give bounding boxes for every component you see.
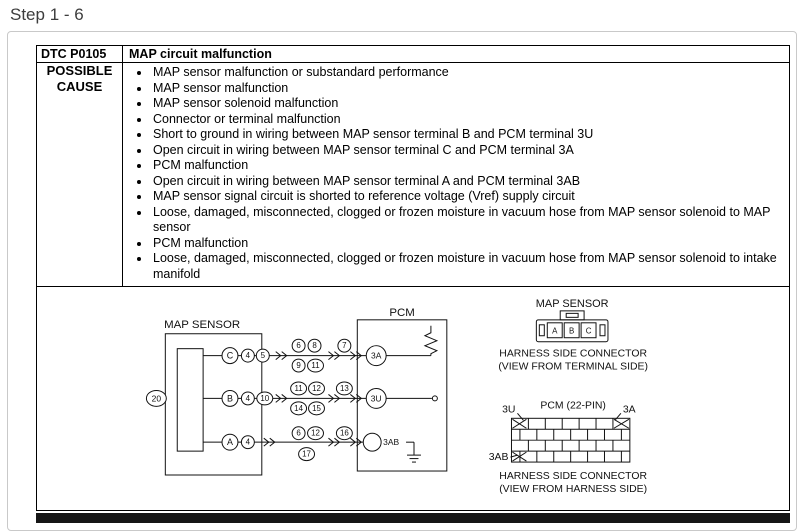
pin-x-mark-3a xyxy=(614,419,629,428)
pcm-view-pin-3a-label: 3A xyxy=(622,404,636,416)
pin-number: 5 xyxy=(260,351,266,361)
pin-number: 4 xyxy=(245,351,251,361)
cause-item: • Open circuit in wiring between MAP sensor terminal C and PCM terminal 3A xyxy=(151,143,783,159)
cause-item: • Short to ground in wiring between MAP sensor terminal B and PCM terminal 3U xyxy=(151,127,783,143)
pin-number: 12 xyxy=(311,428,320,438)
content-inner xyxy=(36,45,790,523)
pcm-connector-grid xyxy=(510,413,629,462)
sensor-connector-caption-1: HARNESS SIDE CONNECTOR xyxy=(499,348,647,360)
pin-number: 17 xyxy=(302,449,311,459)
next-section-bar xyxy=(36,513,790,523)
pcm-connector-caption-1: HARNESS SIDE CONNECTOR xyxy=(499,470,647,482)
cause-item: • Open circuit in wiring between MAP sensor terminal A and PCM terminal 3AB xyxy=(151,174,783,190)
pin-x-mark-3u xyxy=(512,419,526,428)
cause-item: • MAP sensor signal circuit is shorted to reference voltage (Vref) supply circuit xyxy=(151,189,783,205)
pin-number: 14 xyxy=(294,403,304,413)
cause-item: • Connector or terminal malfunction xyxy=(151,112,783,128)
pcm-connector-caption-2: (VIEW FROM HARNESS SIDE) xyxy=(499,483,648,495)
connector-terminal-c: C xyxy=(585,326,592,336)
sensor-callout-text: 20 xyxy=(151,393,162,404)
possible-cause-label-cell xyxy=(37,63,123,287)
sensor-terminals xyxy=(222,348,238,450)
terminal-c-label: C xyxy=(226,350,234,361)
dtc-table xyxy=(36,45,790,287)
cause-item: • Loose, damaged, misconnected, clogged or frozen moisture in vacuum hose from MAP sensor solenoid to intake manifold xyxy=(151,251,783,282)
sensor-connector-title: MAP SENSOR xyxy=(535,297,609,310)
possible-cause-label: POSSIBLE CAUSE xyxy=(46,63,113,95)
cause-item: • MAP sensor solenoid malfunction xyxy=(151,96,783,112)
ground-symbol xyxy=(407,455,421,462)
pcm-pin-3a: 3A xyxy=(371,350,382,361)
pin-number: 6 xyxy=(296,341,301,351)
pin-number: 11 xyxy=(294,383,303,393)
cause-item: • Loose, damaged, misconnected, clogged or frozen moisture in vacuum hose from MAP sensor solenoid to MAP sensor xyxy=(151,205,783,236)
sensor-callout-20 xyxy=(146,390,166,406)
pin-number: 16 xyxy=(339,428,349,438)
dtc-description-cell: MAP circuit malfunction xyxy=(123,46,790,63)
dtc-header-row xyxy=(37,46,790,63)
connector-terminal-a: A xyxy=(552,326,558,336)
cause-list-cell xyxy=(123,63,790,287)
terminal-a-label: A xyxy=(226,437,233,448)
cause-item: • MAP sensor malfunction or substandard performance xyxy=(151,65,783,81)
wiring-diagram xyxy=(36,287,790,511)
page-title: Step 1 - 6 xyxy=(10,5,84,24)
pcm-view-pin-3ab-label: 3AB xyxy=(488,452,509,464)
cause-list xyxy=(129,65,783,282)
pin-x-mark-3ab xyxy=(512,452,526,461)
pin-number: 12 xyxy=(312,383,321,393)
pin-number: 11 xyxy=(311,361,320,371)
pcm-pin-3u: 3U xyxy=(370,393,382,404)
possible-cause-row xyxy=(37,63,790,287)
cause-item: • PCM malfunction xyxy=(151,158,783,174)
pin-number: 13 xyxy=(339,383,349,393)
wire-a-pins xyxy=(241,427,352,461)
pin-number: 9 xyxy=(296,361,301,371)
pin-number: 4 xyxy=(245,437,251,447)
pin-number: 8 xyxy=(312,341,317,351)
content-panel xyxy=(7,31,797,531)
sensor-connector-terminal-letters xyxy=(552,326,592,335)
wiring-diagram-svg xyxy=(37,287,789,509)
pcm-connector-title: PCM (22-PIN) xyxy=(540,400,606,412)
pin-number: 4 xyxy=(245,393,251,403)
connector-terminal-b: B xyxy=(569,326,575,336)
cause-item: • PCM malfunction xyxy=(151,236,783,252)
resistor-symbol xyxy=(425,326,437,356)
pin-number: 6 xyxy=(296,428,301,438)
pcm-view-pin-3u-label: 3U xyxy=(502,404,516,416)
pin-number: 7 xyxy=(342,341,347,351)
pcm-label: PCM xyxy=(389,306,415,319)
pcm-pin-3ab: 3AB xyxy=(383,437,400,448)
sensor-connector-caption-2: (VIEW FROM TERMINAL SIDE) xyxy=(498,361,648,373)
dtc-code-cell: DTC P0105 xyxy=(37,46,123,63)
map-sensor-label: MAP SENSOR xyxy=(164,318,241,331)
cause-item: • MAP sensor malfunction xyxy=(151,81,783,97)
terminal-b-label: B xyxy=(226,393,233,404)
pin-number: 10 xyxy=(260,393,270,403)
pin-number: 15 xyxy=(312,403,321,413)
